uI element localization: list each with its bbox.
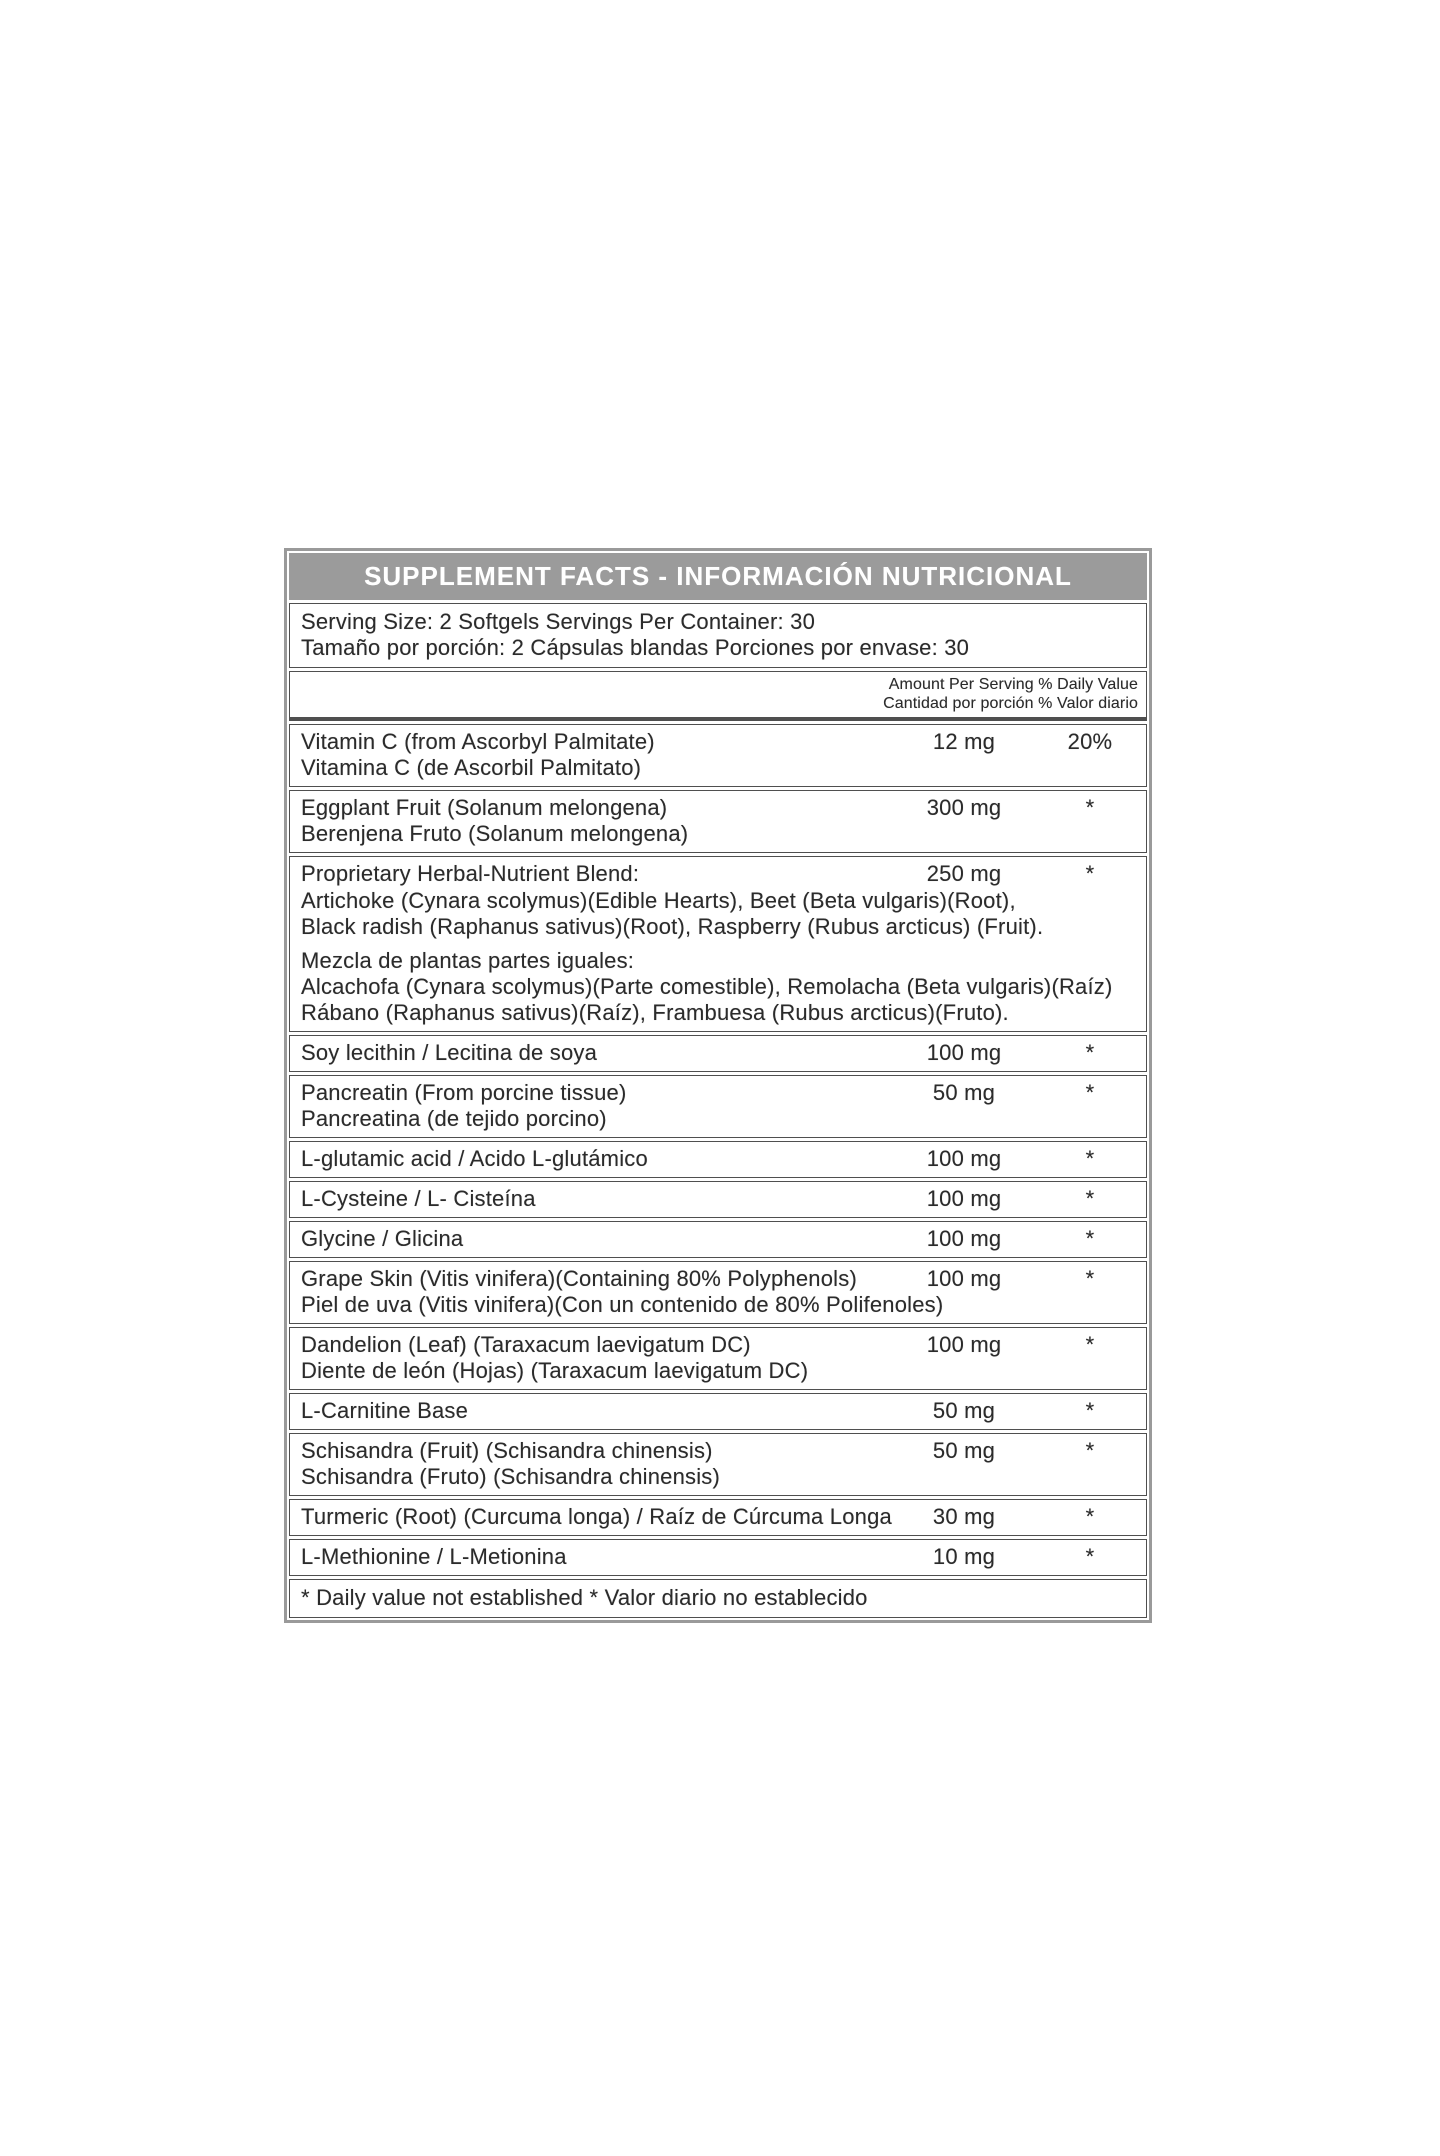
serving-size-en: Serving Size: 2 Softgels Servings Per Container: 30 xyxy=(301,609,816,634)
daily-value: 20% xyxy=(1067,729,1113,754)
amount-value: 50 mg xyxy=(932,1080,996,1105)
table-row xyxy=(289,1393,1147,1430)
daily-value: * xyxy=(1085,795,1095,820)
ingredient-name: Eggplant Fruit (Solanum melongena) xyxy=(301,795,668,820)
blend-es-title: Mezcla de plantas partes iguales: xyxy=(301,948,635,973)
amount-value: 10 mg xyxy=(932,1544,996,1569)
table-row-main xyxy=(290,1438,1146,1490)
panel-title: SUPPLEMENT FACTS - INFORMACIÓN NUTRICIONAL xyxy=(364,561,1072,591)
table-row xyxy=(289,1075,1147,1138)
ingredient-names xyxy=(290,1146,894,1172)
ingredient-name: Soy lecithin / Lecitina de soya xyxy=(301,1040,598,1065)
ingredient-name: L-Carnitine Base xyxy=(301,1398,469,1423)
table-row-main xyxy=(290,795,1146,847)
table-row-main xyxy=(290,729,1146,781)
ingredient-names xyxy=(290,1080,894,1132)
table-row-main xyxy=(290,861,1146,887)
table-row xyxy=(289,1261,1147,1324)
ingredient-name: Vitamin C (from Ascorbyl Palmitate) xyxy=(301,729,655,754)
ingredient-names xyxy=(290,1398,894,1424)
column-headers xyxy=(289,671,1147,721)
table-row-main xyxy=(290,1544,1146,1570)
ingredient-names xyxy=(290,1040,894,1066)
table-row xyxy=(289,1221,1147,1258)
ingredient-name: Grape Skin (Vitis vinifera)(Containing 80% Polyphenols) xyxy=(301,1266,857,1291)
amount-value: 50 mg xyxy=(932,1438,996,1463)
table-row-main xyxy=(290,1186,1146,1212)
ingredient-names xyxy=(290,1438,894,1490)
daily-value: * xyxy=(1085,1080,1095,1105)
ingredient-names xyxy=(290,795,894,847)
daily-value: * xyxy=(1085,1544,1095,1569)
amount-value: 100 mg xyxy=(926,1226,1002,1251)
table-row-main xyxy=(290,1226,1146,1252)
ingredient-name-es: Vitamina C (de Ascorbil Palmitato) xyxy=(301,755,642,780)
supplement-facts-panel xyxy=(284,548,1152,1623)
ingredient-name: Turmeric (Root) (Curcuma longa) / Raíz de Cúrcuma Longa xyxy=(301,1504,892,1529)
daily-value: * xyxy=(1085,861,1095,886)
ingredient-name: L-Methionine / L-Metionina xyxy=(301,1544,567,1569)
table-row-main xyxy=(290,1332,1146,1384)
table-row-main xyxy=(290,1040,1146,1066)
blend-detail-line-es: Alcachofa (Cynara scolymus)(Parte comestible), Remolacha (Beta vulgaris)(Raíz) xyxy=(301,974,1113,999)
daily-value: * xyxy=(1085,1226,1095,1251)
ingredient-names xyxy=(290,1504,894,1530)
ingredient-name: Proprietary Herbal-Nutrient Blend: xyxy=(301,861,640,886)
table-row-main xyxy=(290,1146,1146,1172)
blend-detail-line-es: Rábano (Raphanus sativus)(Raíz), Frambuesa (Rubus arcticus)(Fruto). xyxy=(301,1000,1009,1025)
table-row xyxy=(289,1141,1147,1178)
ingredient-name: Dandelion (Leaf) (Taraxacum laevigatum DC) xyxy=(301,1332,751,1357)
amount-value: 100 mg xyxy=(926,1040,1002,1065)
ingredient-name: Glycine / Glicina xyxy=(301,1226,464,1251)
table-row xyxy=(289,1035,1147,1072)
daily-value: * xyxy=(1085,1186,1095,1211)
ingredient-name: L-Cysteine / L- Cisteína xyxy=(301,1186,536,1211)
blend-detail-line-en: Black radish (Raphanus sativus)(Root), Raspberry (Rubus arcticus) (Fruit). xyxy=(301,914,1044,939)
table-row-main xyxy=(290,1080,1146,1132)
table-row-main xyxy=(290,1504,1146,1530)
ingredient-name: Pancreatin (From porcine tissue) xyxy=(301,1080,627,1105)
ingredient-name-es: Diente de león (Hojas) (Taraxacum laevigatum DC) xyxy=(301,1358,809,1383)
amount-value: 100 mg xyxy=(926,1146,1002,1171)
amount-value: 50 mg xyxy=(932,1398,996,1423)
table-row xyxy=(289,790,1147,853)
table-row xyxy=(289,724,1147,787)
amount-value: 100 mg xyxy=(926,1186,1002,1211)
ingredient-names xyxy=(290,861,894,887)
ingredient-name-es: Pancreatina (de tejido porcino) xyxy=(301,1106,607,1131)
ingredient-rows xyxy=(289,724,1147,1576)
ingredient-names xyxy=(290,729,894,781)
ingredient-name: L-glutamic acid / Acido L-glutámico xyxy=(301,1146,648,1171)
daily-value: * xyxy=(1085,1332,1095,1357)
table-row xyxy=(289,1499,1147,1536)
ingredient-name-es: Piel de uva (Vitis vinifera)(Con un contenido de 80% Polifenoles) xyxy=(301,1292,944,1317)
table-row-main xyxy=(290,1266,1146,1318)
daily-value: * xyxy=(1085,1398,1095,1423)
ingredient-name-es: Berenjena Fruto (Solanum melongena) xyxy=(301,821,689,846)
panel-title-band xyxy=(289,553,1147,600)
ingredient-names xyxy=(290,1266,944,1318)
table-row-main xyxy=(290,1398,1146,1424)
ingredient-name-es: Schisandra (Fruto) (Schisandra chinensis) xyxy=(301,1464,721,1489)
ingredient-names xyxy=(290,1226,894,1252)
amount-value: 30 mg xyxy=(932,1504,996,1529)
amount-value: 12 mg xyxy=(932,729,996,754)
table-row xyxy=(289,1539,1147,1576)
serving-info xyxy=(289,603,1147,668)
ingredient-names xyxy=(290,1544,894,1570)
daily-value: * xyxy=(1085,1040,1095,1065)
blend-detail-line-en: Artichoke (Cynara scolymus)(Edible Hearts), Beet (Beta vulgaris)(Root), xyxy=(301,888,1016,913)
amount-value: 250 mg xyxy=(926,861,1002,886)
table-row xyxy=(289,1433,1147,1496)
ingredient-name: Schisandra (Fruit) (Schisandra chinensis) xyxy=(301,1438,713,1463)
ingredient-names xyxy=(290,1332,894,1384)
daily-value: * xyxy=(1085,1504,1095,1529)
amount-value: 100 mg xyxy=(926,1266,1002,1291)
column-header-en: Amount Per Serving % Daily Value xyxy=(888,676,1138,693)
table-row xyxy=(289,1327,1147,1390)
column-header-es: Cantidad por porción % Valor diario xyxy=(883,695,1138,712)
amount-value: 300 mg xyxy=(926,795,1002,820)
table-row xyxy=(289,856,1147,1032)
footnote: * Daily value not established * Valor diario no establecido xyxy=(289,1579,1147,1618)
table-row xyxy=(289,1181,1147,1218)
daily-value: * xyxy=(1085,1146,1095,1171)
daily-value: * xyxy=(1085,1266,1095,1291)
blend-details xyxy=(290,887,1146,1026)
daily-value: * xyxy=(1085,1438,1095,1463)
serving-size-es: Tamaño por porción: 2 Cápsulas blandas Porciones por envase: 30 xyxy=(301,635,970,660)
amount-value: 100 mg xyxy=(926,1332,1002,1357)
ingredient-names xyxy=(290,1186,894,1212)
